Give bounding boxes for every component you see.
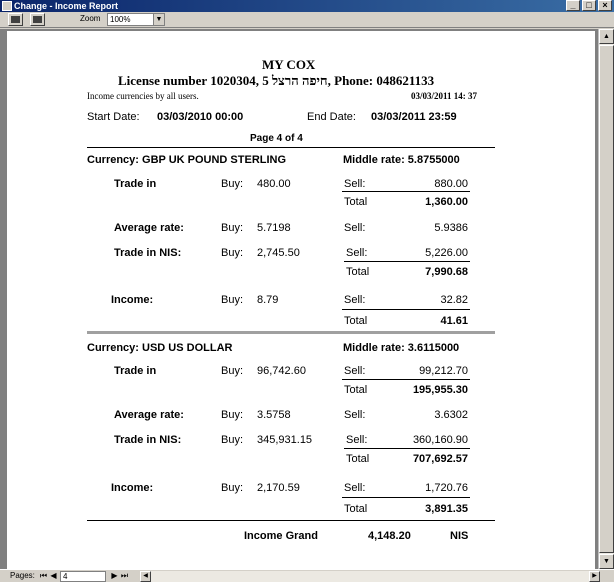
average-rate-label: Average rate: xyxy=(114,409,184,421)
pages-label: Pages: xyxy=(10,571,35,580)
trade-in-nis-label: Trade in NIS: xyxy=(114,434,182,446)
trade-in-nis-buy: 345,931.15 xyxy=(257,434,313,446)
average-sell: 3.6302 xyxy=(434,409,468,421)
income-total: 3,891.35 xyxy=(425,503,468,515)
trade-in-nis-total: 7,990.68 xyxy=(425,266,468,278)
horizontal-scrollbar[interactable] xyxy=(140,571,600,582)
end-date-label: End Date: xyxy=(307,111,356,123)
income-total: 41.61 xyxy=(440,315,468,327)
page-number-input[interactable]: 4 xyxy=(60,571,106,582)
trade-in-label: Trade in xyxy=(114,178,157,190)
export-button[interactable] xyxy=(30,13,45,26)
prev-page-icon[interactable]: ◀ xyxy=(50,571,57,580)
income-grand-value: 4,148.20 xyxy=(368,530,411,542)
divider xyxy=(87,147,495,148)
total-label: Total xyxy=(346,266,370,278)
status-bar xyxy=(0,569,614,582)
trade-in-nis-sell: 5,226.00 xyxy=(425,247,468,259)
page-info: Page 4 of 4 xyxy=(250,133,303,144)
export-icon xyxy=(33,16,42,23)
app-icon xyxy=(2,1,12,11)
divider xyxy=(342,191,470,192)
trade-in-sell: 99,212.70 xyxy=(419,365,468,377)
sell-label: Sell: xyxy=(344,222,366,234)
income-grand-unit: NIS xyxy=(450,530,469,542)
income-buy: 2,170.59 xyxy=(257,482,300,494)
sell-label: Sell: xyxy=(344,178,366,190)
buy-label: Buy: xyxy=(221,482,244,494)
sell-label: Sell: xyxy=(346,434,368,446)
start-date-label: Start Date: xyxy=(87,111,140,123)
report-subtitle: Income currencies by all users. xyxy=(87,91,199,101)
zoom-value: 100% xyxy=(110,15,131,24)
trade-in-buy: 480.00 xyxy=(257,178,291,190)
total-label: Total xyxy=(344,196,368,208)
zoom-select[interactable] xyxy=(107,13,165,26)
last-page-icon[interactable]: ⏭ xyxy=(120,571,129,580)
company-name: MY COX xyxy=(262,57,316,72)
minimize-button[interactable]: _ xyxy=(566,0,580,11)
total-label: Total xyxy=(344,315,368,327)
sell-label: Sell: xyxy=(344,482,366,494)
income-label: Income: xyxy=(111,294,154,306)
scroll-down-icon[interactable]: ▼ xyxy=(599,554,614,569)
scroll-right-icon[interactable]: ▶ xyxy=(589,571,600,582)
total-label: Total xyxy=(344,384,368,396)
buy-label: Buy: xyxy=(221,247,244,259)
middle-rate-gbp: Middle rate: 5.8755000 xyxy=(343,154,460,166)
close-button[interactable]: × xyxy=(598,0,612,11)
average-buy: 3.5758 xyxy=(257,409,291,421)
trade-in-label: Trade in xyxy=(114,365,157,377)
average-rate-label: Average rate: xyxy=(114,222,184,234)
buy-label: Buy: xyxy=(221,222,244,234)
buy-label: Buy: xyxy=(221,294,244,306)
income-sell: 1,720.76 xyxy=(425,482,468,494)
window-title: Change - Income Report xyxy=(14,1,119,11)
trade-in-nis-total: 707,692.57 xyxy=(412,453,468,465)
report-page xyxy=(7,31,595,569)
buy-label: Buy: xyxy=(221,365,244,377)
start-date-value: 03/03/2010 00:00 xyxy=(157,111,244,123)
report-timestamp: 03/03/2011 14: 37 xyxy=(411,91,478,101)
total-label: Total xyxy=(344,503,368,515)
trade-in-total: 1,360.00 xyxy=(425,196,468,208)
printer-icon xyxy=(11,16,20,23)
income-buy: 8.79 xyxy=(257,294,279,306)
average-sell: 5.9386 xyxy=(434,222,468,234)
divider xyxy=(87,520,495,521)
maximize-button[interactable]: □ xyxy=(582,0,596,11)
sell-label: Sell: xyxy=(346,247,368,259)
divider xyxy=(344,261,470,262)
chevron-down-icon[interactable]: ▼ xyxy=(153,14,164,25)
divider xyxy=(342,379,470,380)
trade-in-sell: 880.00 xyxy=(434,178,468,190)
report-viewer xyxy=(0,29,614,569)
currency-usd: Currency: USD US DOLLAR xyxy=(87,342,233,354)
trade-in-nis-label: Trade in NIS: xyxy=(114,247,182,259)
sell-label: Sell: xyxy=(344,294,366,306)
license-line: License number 1020304, חיפה הרצל 5, Phone: 048621133 xyxy=(118,73,435,88)
trade-in-total: 195,955.30 xyxy=(412,384,468,396)
buy-label: Buy: xyxy=(221,178,244,190)
income-label: Income: xyxy=(111,482,154,494)
divider xyxy=(342,497,470,498)
income-grand-label: Income Grand xyxy=(244,530,318,542)
scroll-thumb[interactable] xyxy=(599,45,614,553)
total-label: Total xyxy=(346,453,370,465)
sell-label: Sell: xyxy=(344,409,366,421)
section-separator xyxy=(87,331,495,334)
first-page-icon[interactable]: ⏮ xyxy=(39,571,48,580)
buy-label: Buy: xyxy=(221,434,244,446)
trade-in-nis-buy: 2,745.50 xyxy=(257,247,300,259)
buy-label: Buy: xyxy=(221,409,244,421)
divider xyxy=(342,309,470,310)
toolbar xyxy=(0,12,614,28)
scroll-up-icon[interactable]: ▲ xyxy=(599,29,614,44)
vertical-scrollbar[interactable] xyxy=(598,29,614,569)
average-buy: 5.7198 xyxy=(257,222,291,234)
scroll-left-icon[interactable]: ◀ xyxy=(140,571,151,582)
income-sell: 32.82 xyxy=(440,294,468,306)
trade-in-buy: 96,742.60 xyxy=(257,365,306,377)
zoom-label: Zoom xyxy=(80,14,101,23)
end-date-value: 03/03/2011 23:59 xyxy=(371,111,457,123)
sell-label: Sell: xyxy=(344,365,366,377)
next-page-icon[interactable]: ▶ xyxy=(111,571,118,580)
divider xyxy=(344,448,470,449)
middle-rate-usd: Middle rate: 3.6115000 xyxy=(343,342,460,354)
print-button[interactable] xyxy=(8,13,23,26)
currency-gbp: Currency: GBP UK POUND STERLING xyxy=(87,154,287,166)
title-bar xyxy=(0,0,614,12)
trade-in-nis-sell: 360,160.90 xyxy=(412,434,468,446)
